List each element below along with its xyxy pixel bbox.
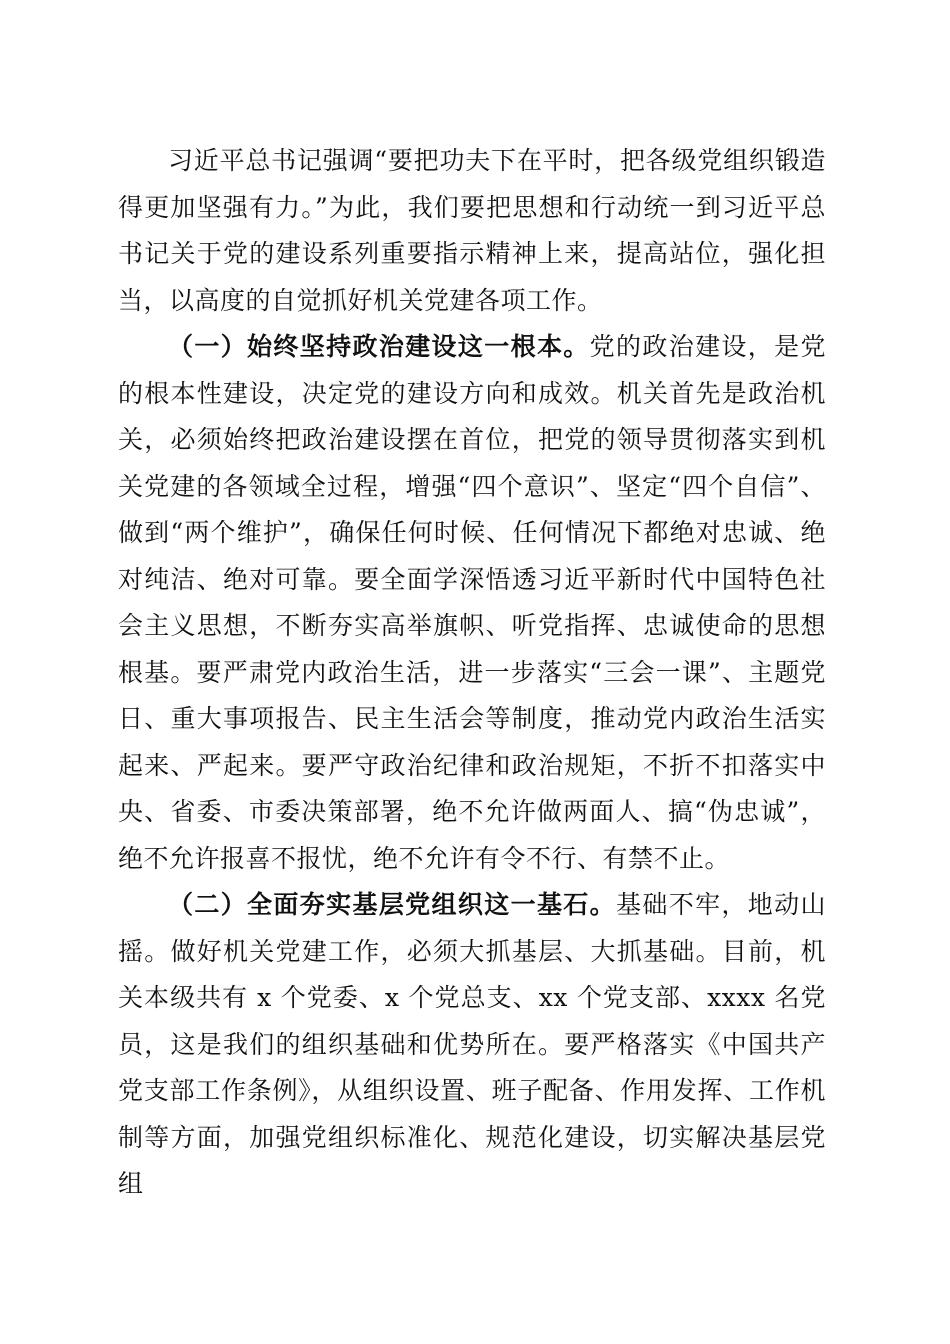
section-1-heading: （一）始终坚持政治建设这一根本。 — [168, 332, 590, 361]
paragraph-section-1 — [118, 324, 826, 882]
paragraph-section-2 — [118, 882, 826, 1208]
paragraph-text: 习近平总书记强调“要把功夫下在平时，把各级党组织锻造得更加坚强有力。”为此，我们要把思想和行动统一到习近平总书记关于党的建设系列重要指示精神上来，提高站位，强化担当，以高度的自觉抓好机关党建各项工作。 — [118, 146, 826, 315]
section-1-text: 党的政治建设，是党的根本性建设，决定党的建设方向和成效。机关首先是政治机关，必须始终把政治建设摆在首位，把党的领导贯彻落实到机关党建的各领域全过程，增强“四个意识”、坚定“四个自信”、做到“两个维护”，确保任何时候、任何情况下都绝对忠诚、绝对纯洁、绝对可靠。要全面学深悟透习近平新时代中国特色社会主义思想，不断夯实高举旗帜、听党指挥、忠诚使命的思想根基。要严肃党内政治生活，进一步落实“三会一课”、主题党日、重大事项报告、民主生活会等制度，推动党内政治生活实起来、严起来。要严守政治纪律和政治规矩，不折不扣落实中央、省委、市委决策部署，绝不允许做两面人、搞“伪忠诚”，绝不允许报喜不报忧，绝不允许有令不行、有禁不止。 — [118, 332, 826, 873]
section-2-heading: （二）全面夯实基层党组织这一基石。 — [168, 890, 617, 919]
document-body — [118, 138, 826, 1208]
paragraph-intro — [118, 138, 826, 324]
section-2-text: 基础不牢，地动山摇。做好机关党建工作，必须大抓基层、大抓基础。目前，机关本级共有 x 个党委、x 个党总支、xx 个党支部、xxxx 名党员，这是我们的组织基础和优势所在。要严格落实《中国共产党支部工作条例》，从组织设置、班子配备、作用发挥、工作机制等方面，加强党组织标准化、规范化建设，切实解决基层党组 — [118, 890, 826, 1198]
